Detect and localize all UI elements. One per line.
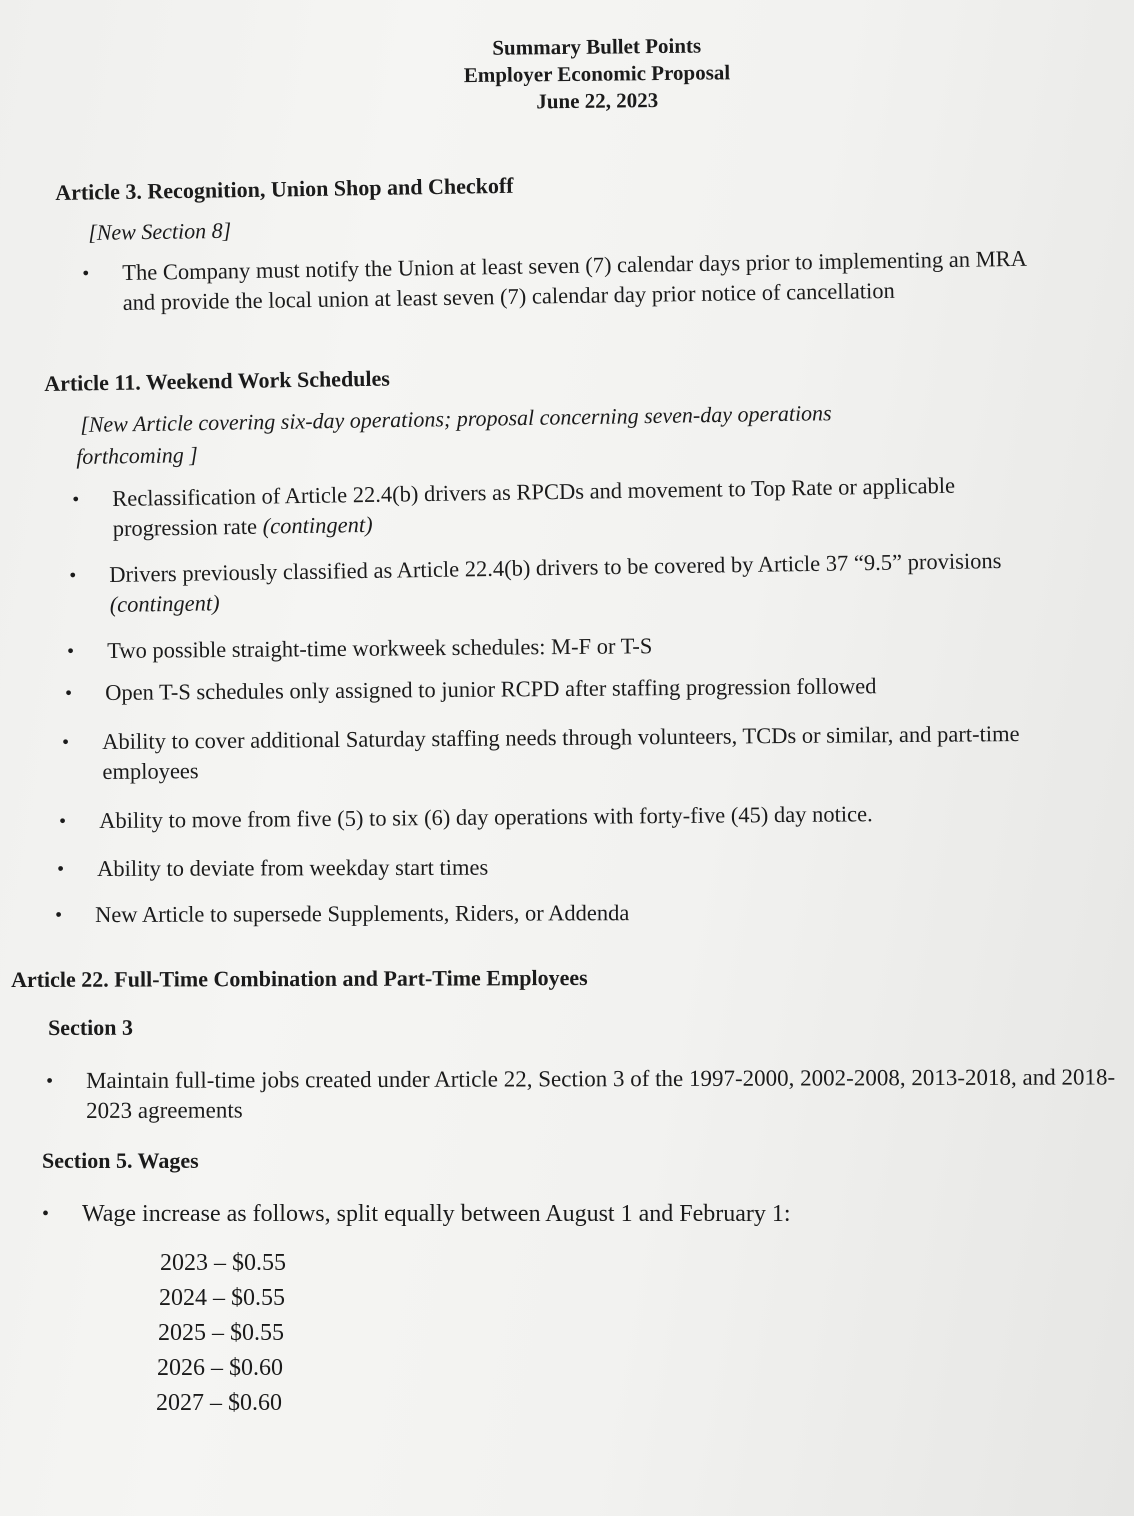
article-22-heading: Article 22. Full-Time Combination and Part-Time Employees [11, 964, 588, 992]
article-11-bullet-7 [57, 851, 1057, 884]
header-subtitle: Employer Economic Proposal [463, 60, 731, 88]
bullet-icon: • [57, 858, 65, 881]
bullet-text: The Company must notify the Union at least seven (7) calendar days prior to implementing an MRA and provide the local union at least seven (7) calendar day prior notice of cancellation [122, 245, 1026, 315]
bullet-text: Two possible straight-time workweek schedules: M-F or T-S [107, 633, 653, 663]
bullet-icon: • [69, 564, 77, 587]
bullet-text: Maintain full-time jobs created under Article 22, Section 3 of the 1997-2000, 2002-2008, 2013-2018, and 2018-2023 agreements [86, 1064, 1116, 1123]
bullet-icon: • [65, 682, 73, 705]
bullet-text: Ability to cover additional Saturday staffing needs through volunteers, TCDs or similar, and part-time employees [102, 720, 1020, 784]
wage-row: 2025 – $0.55 [158, 1320, 284, 1346]
bullet-text: Open T-S schedules only assigned to junior RCPD after staffing progression followed [105, 673, 877, 705]
bullet-icon: • [42, 1203, 50, 1225]
bullet-emphasis: (contingent) [262, 511, 373, 539]
bullet-emphasis: (contingent) [109, 590, 220, 617]
article-11-note-line-1: [New Article covering six-day operations; proposal concerning seven-day operations [80, 400, 832, 437]
article-11-bullet-2 [69, 545, 1070, 620]
article-11-bullet-6 [59, 797, 1079, 836]
article-3-heading: Article 3. Recognition, Union Shop and Checkoff [55, 172, 514, 205]
header-date: June 22, 2023 [536, 88, 659, 114]
article-11-bullet-5 [62, 718, 1077, 787]
article-3-note: [New Section 8] [88, 217, 232, 245]
bullet-icon: • [67, 640, 75, 663]
section-3-heading: Section 3 [48, 1014, 134, 1040]
wage-row: 2026 – $0.60 [157, 1355, 283, 1381]
article-11-bullet-8 [55, 897, 1055, 930]
bullet-text: Ability to deviate from weekday start times [97, 854, 489, 881]
article-11-bullet-3 [67, 628, 1067, 666]
wage-row: 2024 – $0.55 [159, 1285, 285, 1311]
bullet-icon: • [59, 810, 67, 833]
bullet-icon: • [72, 488, 80, 511]
header-title: Summary Bullet Points [492, 33, 702, 60]
section-5-heading: Section 5. Wages [42, 1148, 199, 1173]
article-11-note-line-2: forthcoming ] [76, 442, 199, 469]
article-11-heading: Article 11. Weekend Work Schedules [44, 365, 391, 396]
wage-row: 2023 – $0.55 [160, 1250, 286, 1276]
section-5-bullet [42, 1199, 1082, 1229]
bullet-text: Reclassification of Article 22.4(b) drivers as RPCDs and movement to Top Rate or applicable progression rate [112, 472, 956, 541]
bullet-icon: • [55, 904, 63, 927]
bullet-text: New Article to supersede Supplements, Riders, or Addenda [95, 900, 630, 927]
article-11-bullet-4 [65, 670, 1065, 708]
bullet-text: Wage increase as follows, split equally between August 1 and February 1: [82, 1201, 791, 1227]
bullet-text: Drivers previously classified as Article 22.4(b) drivers to be covered by Article 37 “9.5” provisions [109, 547, 1002, 587]
wage-row: 2027 – $0.60 [156, 1390, 282, 1416]
article-3-bullet [82, 243, 1053, 318]
article-11-bullet-1 [72, 469, 1043, 544]
section-3-bullet [46, 1062, 1116, 1126]
bullet-icon: • [46, 1070, 54, 1093]
bullet-icon: • [62, 731, 70, 754]
bullet-text: Ability to move from five (5) to six (6) day operations with forty-five (45) day notice. [99, 801, 873, 833]
bullet-icon: • [82, 262, 90, 285]
